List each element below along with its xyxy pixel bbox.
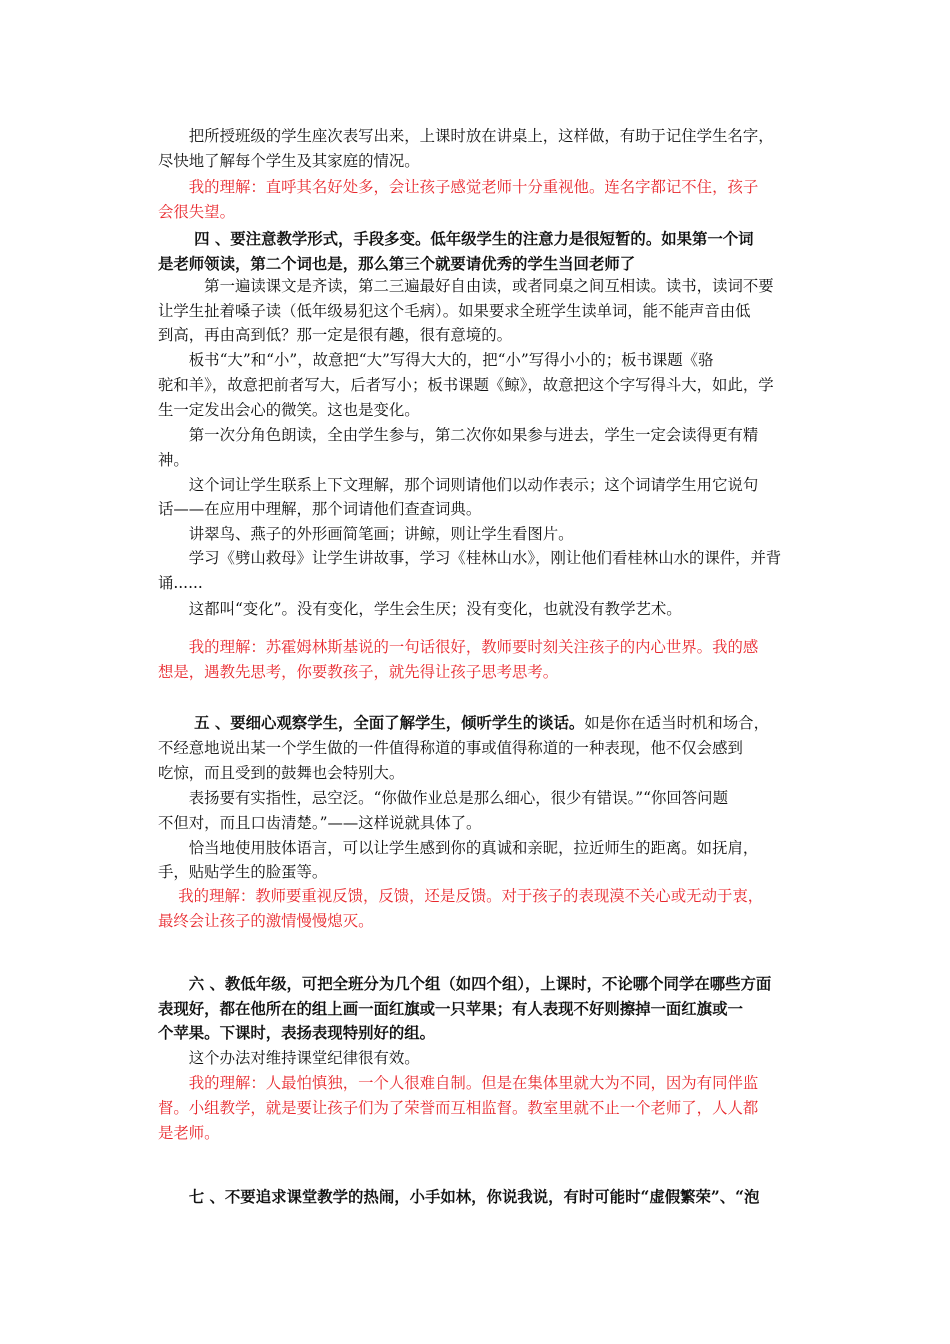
paragraph-line: 神。 — [158, 451, 189, 469]
paragraph-line: 第一次分角色朗读，全由学生参与，第二次你如果参与进去，学生一定会读得更有精 — [158, 426, 759, 444]
paragraph-line: 话——在应用中理解，那个词请他们查查词典。 — [158, 500, 482, 518]
paragraph-line: 诵...... — [158, 574, 203, 592]
paragraph-line: 把所授班级的学生座次表写出来，上课时放在讲桌上，这样做，有助于记住学生名字， — [158, 127, 774, 145]
paragraph-line: 不但对，而且口齿清楚。”——这样说就具体了。 — [158, 814, 482, 832]
paragraph-line: 让学生扯着嗓子读（低年级易犯这个毛病）。如果要求全班学生读单词，能不能声音由低 — [158, 302, 751, 320]
paragraph-line: 恰当地使用肢体语言，可以让学生感到你的真诚和亲昵，拉近师生的距离。如抚肩， — [158, 839, 759, 857]
comment-line: 是老师。 — [158, 1124, 220, 1142]
comment-line: 督。小组教学，就是要让孩子们为了荣誉而互相监督。教室里就不止一个老师了，人人都 — [158, 1099, 759, 1117]
comment-line: 最终会让孩子的激情慢慢熄灭。 — [158, 912, 374, 930]
paragraph-line: 不经意地说出某一个学生做的一件值得称道的事或值得称道的一种表现，他不仅会感到 — [158, 739, 743, 757]
paragraph-line: 这个办法对维持课堂纪律很有效。 — [158, 1049, 420, 1067]
paragraph-line: 板书“大”和“小”，故意把“大”写得大大的，把“小”写得小小的；板书课题《骆 — [158, 351, 714, 369]
paragraph-line: 讲翠鸟、燕子的外形画简笔画；讲鲸，则让学生看图片。 — [158, 525, 574, 543]
section-heading: 个苹果。下课时，表扬表现特别好的组。 — [158, 1024, 436, 1042]
comment-line: 会很失望。 — [158, 203, 235, 221]
paragraph-line: 到高，再由高到低？那一定是很有趣，很有意境的。 — [158, 326, 512, 344]
section-heading: 六 、教低年级，可把全班分为几个组（如四个组），上课时，不论哪个同学在哪些方面 — [158, 975, 772, 993]
section-heading: 是老师领读，第二个词也是，那么第三个就要请优秀的学生当回老师了 — [158, 255, 636, 273]
paragraph-line: 手，贴贴学生的脸蛋等。 — [158, 863, 328, 881]
paragraph-line: 生一定发出会心的微笑。这也是变化。 — [158, 401, 420, 419]
heading-text: 五 、要细心观察学生，全面了解学生，倾听学生的谈话。 — [158, 714, 585, 732]
comment-line: 我的理解：苏霍姆林斯基说的一句话很好，教师要时刻关注孩子的内心世界。我的感 — [158, 638, 759, 656]
section-heading: 七 、不要追求课堂教学的热闹，小手如林，你说我说，有时可能时“虚假繁荣”、“泡 — [158, 1188, 760, 1206]
section-heading: 四 、要注意教学形式，手段多变。低年级学生的注意力是很短暂的。如果第一个词 — [158, 230, 754, 248]
paragraph-line: 这都叫“变化”。没有变化，学生会生厌；没有变化，也就没有教学艺术。 — [158, 600, 682, 618]
paragraph-line: 表扬要有实指性，忌空泛。“你做作业总是那么细心，很少有错误。”“你回答问题 — [158, 789, 728, 807]
section-heading: 表现好，都在他所在的组上画一面红旗或一只苹果；有人表现不好则擦掉一面红旗或一 — [158, 1000, 743, 1018]
paragraph-line: 尽快地了解每个学生及其家庭的情况。 — [158, 152, 420, 170]
section-heading — [158, 713, 798, 733]
paragraph-line: 第一遍读课文是齐读，第二三遍最好自由读，或者同桌之间互相读。读书，读词不要 — [158, 277, 774, 295]
comment-line: 我的理解：直呼其名好处多，会让孩子感觉老师十分重视他。连名字都记不住，孩子 — [158, 178, 759, 196]
paragraph-line: 吃惊，而且受到的鼓舞也会特别大。 — [158, 764, 405, 782]
comment-line: 我的理解：教师要重视反馈，反馈，还是反馈。对于孩子的表现漠不关心或无动于衷， — [158, 887, 764, 905]
paragraph-line: 这个词让学生联系上下文理解，那个词则请他们以动作表示；这个词请学生用它说句 — [158, 476, 759, 494]
paragraph-line: 学习《劈山救母》让学生讲故事，学习《桂林山水》，刚让他们看桂林山水的课件，并背 — [158, 549, 782, 567]
comment-line: 想是，遇教先思考，你要教孩子，就先得让孩子思考思考。 — [158, 663, 559, 681]
heading-continuation: 如是你在适当时机和场合， — [584, 714, 769, 732]
comment-line: 我的理解：人最怕慎独，一个人很难自制。但是在集体里就大为不同，因为有同伴监 — [158, 1074, 759, 1092]
paragraph-line: 驼和羊》，故意把前者写大，后者写小；板书课题《鲸》，故意把这个字写得斗大，如此，学 — [158, 376, 774, 394]
